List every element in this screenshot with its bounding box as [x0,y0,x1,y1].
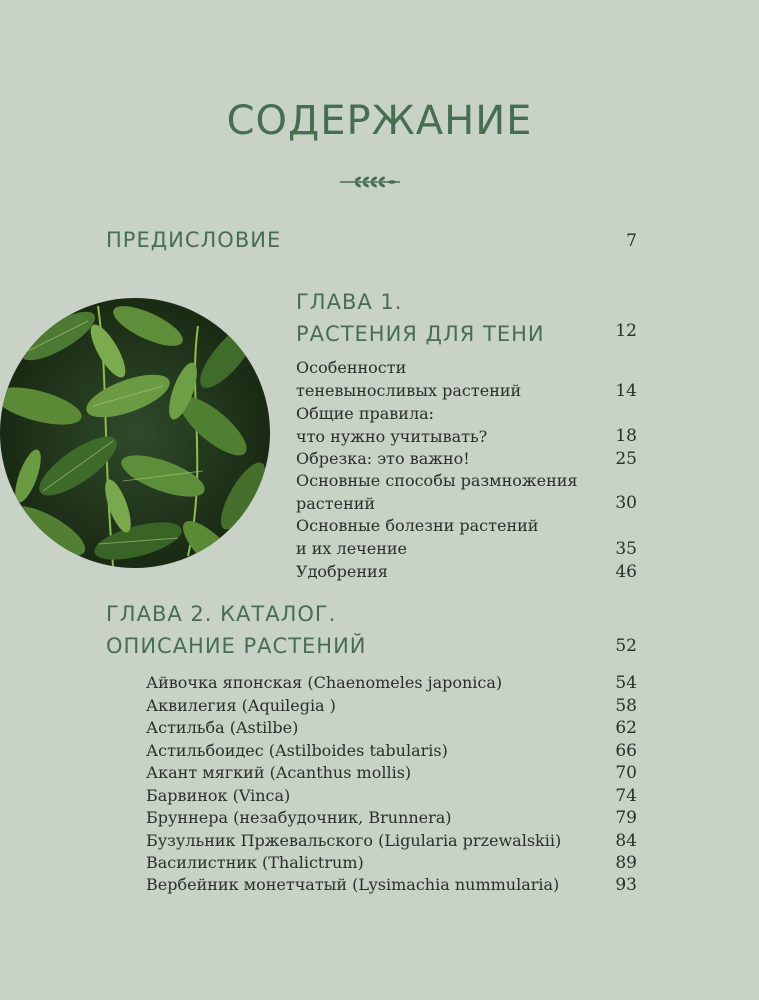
toc-entry[interactable]: Астильбоидес (Astilboides tabularis) [146,741,448,760]
toc-entry-page[interactable]: 70 [615,763,637,783]
toc-entry[interactable]: Бузульник Пржевальского (Ligularia przewalskii) [146,831,562,850]
toc-entry[interactable]: Обрезка: это важно! [296,449,470,468]
chapter1-line2: РАСТЕНИЯ ДЛЯ ТЕНИ [296,322,545,346]
toc-entry[interactable]: Василистник (Thalictrum) [146,853,364,872]
toc-entry-page[interactable]: 25 [615,449,637,469]
chapter2-line1: ГЛАВА 2. КАТАЛОГ. [106,602,337,626]
chapter1-line1: ГЛАВА 1. [296,290,403,314]
toc-entry[interactable]: Основные способы размножения растений [296,471,578,513]
toc-entry[interactable]: Вербейник монетчатый (Lysimachia nummularia) [146,875,560,894]
toc-entry-page[interactable]: 84 [615,831,637,851]
leaf-sprig-icon [338,172,402,192]
plant-photo [0,296,272,570]
page-title: СОДЕРЖАНИЕ [226,98,533,144]
chapter2-line2: ОПИСАНИЕ РАСТЕНИЙ [106,634,367,658]
toc-entry[interactable]: Астильба (Astilbe) [146,718,299,737]
toc-chapter1-page[interactable]: 12 [615,321,637,341]
toc-entry[interactable]: Общие правила: что нужно учитывать? [296,404,488,446]
toc-entry-page[interactable]: 89 [615,853,637,873]
toc-entry-page[interactable]: 62 [615,718,637,738]
toc-entry-page[interactable]: 93 [615,875,637,895]
toc-entry[interactable]: Акант мягкий (Acanthus mollis) [146,763,412,782]
toc-entry-page[interactable]: 18 [615,426,637,446]
toc-entry-page[interactable]: 66 [615,741,637,761]
toc-chapter1-title[interactable] [296,286,545,350]
toc-entry-page[interactable]: 14 [615,381,637,401]
toc-preface-page[interactable]: 7 [626,231,637,251]
toc-entry-page[interactable]: 54 [615,673,637,693]
toc-entry-page[interactable]: 46 [615,562,637,582]
toc-chapter2-page[interactable]: 52 [615,636,637,656]
toc-entry-page[interactable]: 74 [615,786,637,806]
toc-entry[interactable]: Основные болезни растений и их лечение [296,516,539,558]
toc-entry-page[interactable]: 79 [615,808,637,828]
toc-entry-page[interactable]: 58 [615,696,637,716]
toc-chapter2-title[interactable] [106,598,367,662]
toc-entry[interactable]: Айвочка японская (Chaenomeles japonica) [146,673,503,692]
toc-entry-page[interactable]: 35 [615,539,637,559]
toc-entry[interactable]: Удобрения [296,562,388,581]
toc-entry[interactable]: Особенности теневыносливых растений [296,358,522,400]
toc-entry[interactable]: Аквилегия (Aquilegia ) [146,696,336,715]
toc-entry[interactable]: Барвинок (Vinca) [146,786,291,805]
toc-entry[interactable]: Бруннера (незабудочник, Brunnera) [146,808,452,827]
toc-entry-page[interactable]: 30 [615,493,637,513]
toc-preface-title[interactable]: ПРЕДИСЛОВИЕ [106,228,282,252]
